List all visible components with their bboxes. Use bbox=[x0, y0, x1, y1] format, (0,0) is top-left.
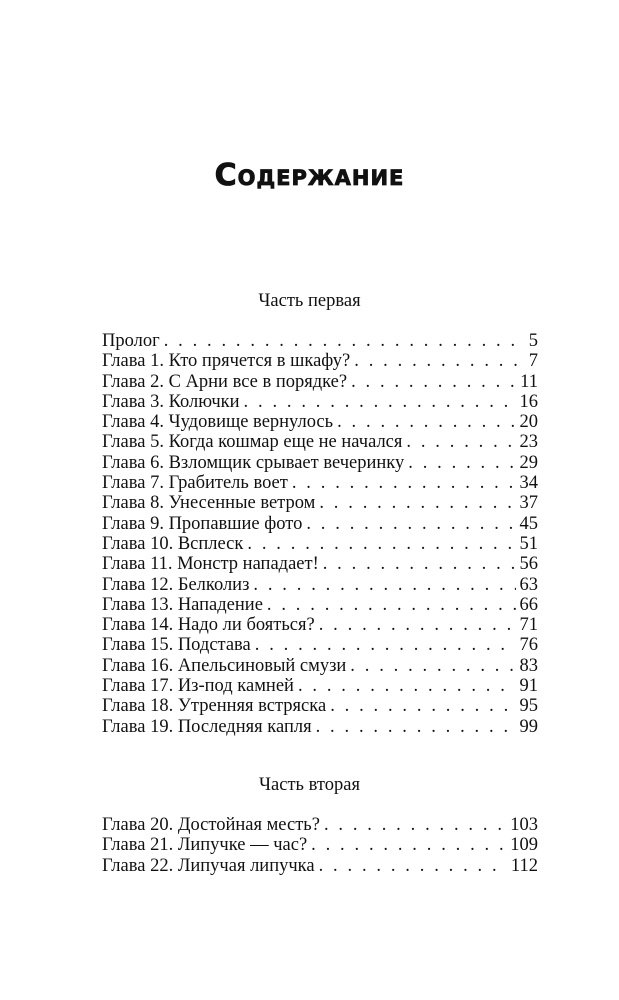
toc-entry bbox=[102, 453, 538, 473]
dot-leader bbox=[323, 554, 516, 574]
toc-entry-label: Глава 19. Последняя капля bbox=[102, 716, 312, 737]
toc-entry-label: Глава 21. Липучке — час? bbox=[102, 835, 308, 856]
dot-leader bbox=[330, 696, 515, 716]
toc-entry bbox=[102, 473, 538, 493]
dot-leader bbox=[311, 835, 506, 855]
toc-part-one bbox=[102, 331, 538, 737]
toc-entry bbox=[102, 534, 538, 554]
toc-entry-page-number: 83 bbox=[519, 655, 538, 676]
toc-entry-page-number: 71 bbox=[519, 615, 538, 636]
toc-entry-page-number: 34 bbox=[519, 473, 538, 494]
toc-entry-label: Глава 15. Подстава bbox=[102, 635, 251, 656]
toc-entry-page-number: 109 bbox=[510, 835, 538, 856]
dot-leader bbox=[316, 717, 516, 737]
toc-entry-label: Глава 18. Утренняя встряска bbox=[102, 696, 327, 717]
toc-entry-page-number: 20 bbox=[519, 412, 538, 433]
toc-entry-label: Глава 8. Унесенные ветром bbox=[102, 493, 316, 514]
dot-leader bbox=[319, 615, 516, 635]
toc-entry bbox=[102, 656, 538, 676]
toc-entry-page-number: 103 bbox=[510, 815, 538, 835]
toc-entry bbox=[102, 372, 538, 392]
toc-entry-label: Глава 22. Липучая липучка bbox=[102, 855, 315, 876]
toc-part-two bbox=[102, 815, 538, 876]
toc-entry-page-number: 91 bbox=[519, 676, 538, 697]
dot-leader bbox=[351, 372, 516, 392]
toc-entry bbox=[102, 815, 538, 835]
dot-leader bbox=[408, 453, 515, 473]
dot-leader bbox=[319, 493, 515, 513]
toc-entry-label: Глава 20. Достойная месть? bbox=[102, 815, 320, 835]
toc-entry-page-number: 63 bbox=[519, 574, 538, 595]
toc-entry-page-number: 29 bbox=[519, 452, 538, 473]
dot-leader bbox=[255, 635, 516, 655]
toc-entry-page-number: 37 bbox=[519, 493, 538, 514]
dot-leader bbox=[244, 392, 516, 412]
toc-entry-label: Глава 16. Апельсиновый смузи bbox=[102, 655, 347, 676]
toc-entry bbox=[102, 493, 538, 513]
toc-entry-page-number: 76 bbox=[519, 635, 538, 656]
toc-entry bbox=[102, 835, 538, 855]
dot-leader bbox=[324, 815, 506, 835]
toc-entry bbox=[102, 554, 538, 574]
toc-entry-label: Глава 1. Кто прячется в шкафу? bbox=[102, 351, 351, 372]
toc-entry-label: Пролог bbox=[102, 331, 160, 351]
dot-leader bbox=[298, 676, 516, 696]
toc-entry-label: Глава 12. Белколиз bbox=[102, 574, 250, 595]
dot-leader bbox=[247, 534, 515, 554]
toc-entry-page-number: 56 bbox=[519, 554, 538, 575]
page-title: Содержание bbox=[214, 158, 405, 193]
dot-leader bbox=[406, 432, 515, 452]
toc-entry bbox=[102, 392, 538, 412]
toc-entry-label: Глава 2. С Арни все в порядке? bbox=[102, 371, 348, 392]
toc-entry bbox=[102, 351, 538, 371]
toc-entry-label: Глава 10. Всплеск bbox=[102, 533, 244, 554]
toc-entry-label: Глава 17. Из-под камней bbox=[102, 676, 294, 697]
toc-entry-label: Глава 5. Когда кошмар еще не начался bbox=[102, 432, 403, 453]
dot-leader bbox=[319, 856, 507, 876]
toc-entry-page-number: 66 bbox=[519, 594, 538, 615]
toc-entry bbox=[102, 595, 538, 615]
toc-entry-page-number: 45 bbox=[519, 513, 538, 534]
dot-leader bbox=[306, 514, 515, 534]
toc-entry bbox=[102, 635, 538, 655]
part-two-heading: Часть вторая bbox=[259, 775, 360, 795]
toc-entry bbox=[102, 676, 538, 696]
dot-leader bbox=[350, 656, 515, 676]
toc-entry-page-number: 51 bbox=[519, 533, 538, 554]
toc-entry-label: Глава 14. Надо ли бояться? bbox=[102, 615, 315, 636]
toc-entry-label: Глава 6. Взломщик срывает вечеринку bbox=[102, 452, 405, 473]
toc-entry bbox=[102, 615, 538, 635]
dot-leader bbox=[253, 575, 515, 595]
dot-leader bbox=[337, 412, 515, 432]
toc-entry-label: Глава 7. Грабитель воет bbox=[102, 473, 288, 494]
toc-entry-label: Глава 3. Колючки bbox=[102, 391, 240, 412]
toc-entry-page-number: 16 bbox=[519, 391, 538, 412]
toc-entry-page-number: 7 bbox=[528, 351, 538, 372]
dot-leader bbox=[354, 351, 520, 371]
toc-entry bbox=[102, 696, 538, 716]
toc-entry-page-number: 99 bbox=[519, 716, 538, 737]
toc-entry-label: Глава 4. Чудовище вернулось bbox=[102, 412, 334, 433]
toc-entry bbox=[102, 331, 538, 351]
toc-entry-page-number: 11 bbox=[520, 371, 538, 392]
toc-entry-page-number: 23 bbox=[519, 432, 538, 453]
dot-leader bbox=[164, 331, 520, 351]
toc-entry-page-number: 95 bbox=[519, 696, 538, 717]
toc-entry bbox=[102, 432, 538, 452]
toc-entry-label: Глава 13. Нападение bbox=[102, 594, 263, 615]
dot-leader bbox=[267, 595, 516, 615]
dot-leader bbox=[292, 473, 516, 493]
toc-entry bbox=[102, 717, 538, 737]
toc-entry bbox=[102, 856, 538, 876]
toc-entry-label: Глава 11. Монстр нападает! bbox=[102, 554, 319, 575]
toc-entry bbox=[102, 412, 538, 432]
part-one-heading: Часть первая bbox=[258, 291, 361, 311]
toc-entry bbox=[102, 514, 538, 534]
toc-entry bbox=[102, 575, 538, 595]
toc-entry-label: Глава 9. Пропавшие фото bbox=[102, 513, 303, 534]
toc-entry-page-number: 5 bbox=[528, 331, 538, 351]
toc-entry-page-number: 112 bbox=[510, 855, 538, 876]
